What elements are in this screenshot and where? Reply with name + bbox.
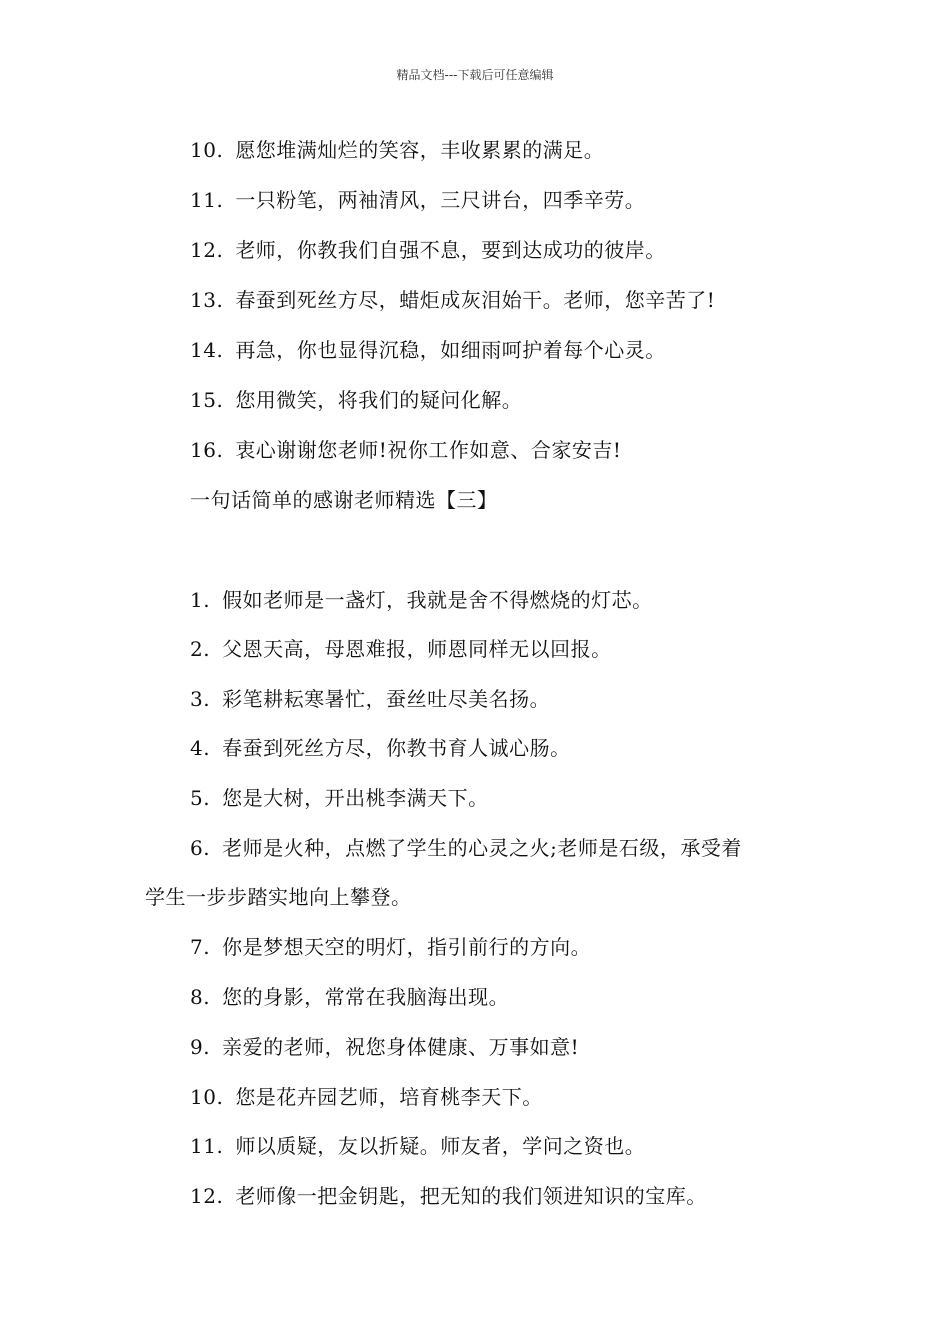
item-text: 您用微笑，将我们的疑问化解。 — [235, 388, 523, 412]
list-item — [190, 835, 742, 861]
item-text: 春蚕到死丝方尽，蜡炬成灰泪始干。老师，您辛苦了! — [235, 288, 716, 312]
item-number: 10. — [190, 1085, 224, 1109]
item-text: 您是大树，开出桃李满天下。 — [222, 786, 489, 810]
item-text: 父恩天高，母恩难报，师恩同样无以回报。 — [222, 637, 612, 661]
item-text: 衷心谢谢您老师!祝你工作如意、合家安吉! — [235, 438, 622, 462]
list-item-continuation — [145, 884, 412, 910]
item-number: 7. — [190, 935, 211, 959]
item-text: 您的身影，常常在我脑海出现。 — [222, 985, 510, 1009]
list-item — [190, 587, 653, 613]
item-number: 5. — [190, 786, 211, 810]
item-number: 12. — [190, 1184, 224, 1208]
page-header: 精品文档---下载后可任意编辑 — [396, 68, 554, 82]
list-item — [190, 287, 715, 313]
item-text: 学生一步步踏实地向上攀登。 — [145, 885, 412, 909]
item-number: 14. — [190, 338, 224, 362]
item-text: 师以质疑，友以折疑。师友者，学问之资也。 — [235, 1134, 646, 1158]
item-number: 16. — [190, 438, 224, 462]
section-title: 一句话简单的感谢老师精选【三】 — [190, 488, 498, 512]
item-text: 一只粉笔，两袖清风，三尺讲台，四季辛劳。 — [235, 188, 646, 212]
item-text: 彩笔耕耘寒暑忙，蚕丝吐尽美名扬。 — [222, 687, 551, 711]
list-item — [190, 1133, 645, 1159]
item-text: 亲爱的老师，祝您身体健康、万事如意! — [222, 1035, 580, 1059]
item-number: 11. — [190, 188, 224, 212]
list-item — [190, 1034, 579, 1060]
item-number: 3. — [190, 687, 211, 711]
list-item — [190, 387, 522, 413]
list-item — [190, 984, 509, 1010]
item-text: 老师，你教我们自强不息，要到达成功的彼岸。 — [235, 238, 666, 262]
list-item — [190, 437, 621, 463]
item-number: 4. — [190, 736, 211, 760]
list-item — [190, 187, 645, 213]
list-item — [190, 686, 550, 712]
item-number: 10. — [190, 138, 224, 162]
list-item — [190, 934, 591, 960]
item-number: 13. — [190, 288, 224, 312]
item-text: 春蚕到死丝方尽，你教书育人诚心肠。 — [222, 736, 571, 760]
list-item — [190, 137, 604, 163]
list-item — [190, 1183, 707, 1209]
item-text: 老师像一把金钥匙，把无知的我们领进知识的宝库。 — [235, 1184, 707, 1208]
list-item — [190, 237, 666, 263]
item-number: 2. — [190, 637, 211, 661]
item-number: 8. — [190, 985, 211, 1009]
item-text: 你是梦想天空的明灯，指引前行的方向。 — [222, 935, 592, 959]
list-item — [190, 337, 666, 363]
item-text: 您是花卉园艺师，培育桃李天下。 — [235, 1085, 543, 1109]
item-number: 12. — [190, 238, 224, 262]
item-text: 老师是火种，点燃了学生的心灵之火;老师是石级，承受着 — [222, 836, 742, 860]
list-item — [190, 785, 489, 811]
item-number: 9. — [190, 1035, 211, 1059]
item-text: 再急，你也显得沉稳，如细雨呵护着每个心灵。 — [235, 338, 666, 362]
item-number: 11. — [190, 1134, 224, 1158]
item-number: 6. — [190, 836, 211, 860]
item-number: 15. — [190, 388, 224, 412]
list-item — [190, 735, 571, 761]
item-text: 假如老师是一盏灯，我就是舍不得燃烧的灯芯。 — [222, 588, 653, 612]
item-number: 1. — [190, 588, 211, 612]
list-item — [190, 636, 612, 662]
item-text: 愿您堆满灿烂的笑容，丰收累累的满足。 — [235, 138, 605, 162]
list-item — [190, 1084, 543, 1110]
